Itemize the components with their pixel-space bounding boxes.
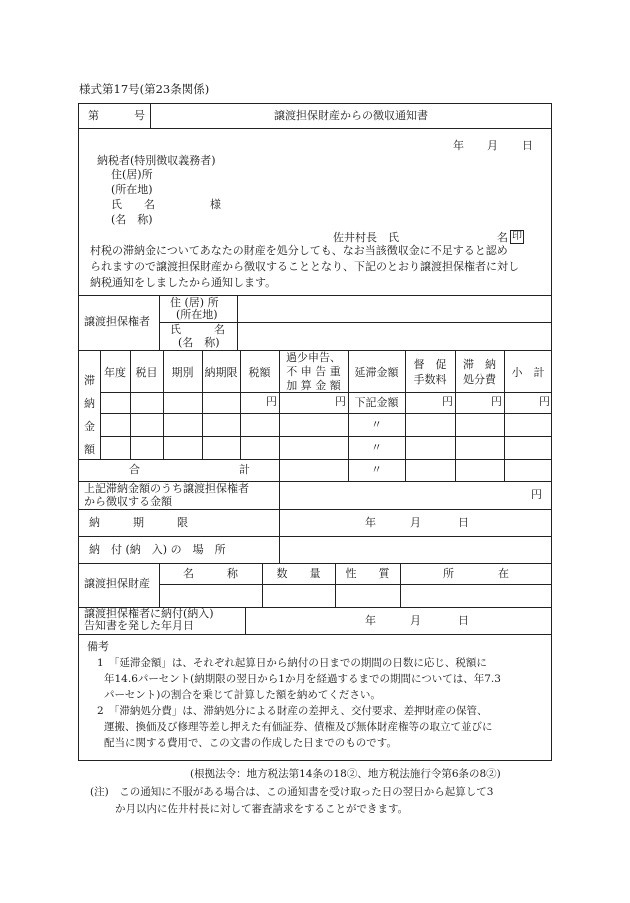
arrears-side-char: 納 bbox=[84, 397, 95, 410]
note-line-2: か月以内に佐井村長に対して審査請求をすることができます。 bbox=[115, 803, 409, 815]
arrears-side-char: 滞 bbox=[84, 374, 95, 387]
issuer-title: 佐井村長 氏 bbox=[333, 231, 399, 244]
property-col-nature: 性 質 bbox=[345, 567, 390, 580]
remarks-line: パーセント)の割合を乗じて計算した額を納めてください。 bbox=[104, 689, 381, 701]
col-header-period: 期別 bbox=[171, 366, 194, 379]
notice-date-year: 年 bbox=[365, 614, 376, 627]
deadline-month: 月 bbox=[410, 516, 421, 529]
notice-number-suffix: 号 bbox=[134, 109, 145, 122]
total-label: 合 計 bbox=[129, 463, 250, 476]
deadline-day: 日 bbox=[458, 516, 469, 529]
divider bbox=[279, 509, 280, 536]
remarks-line: 2 「滞納処分費」は、滞納処分による財産の差押え、交付要求、差押財産の保管、 bbox=[97, 705, 488, 717]
holder-name-label: 氏 名 bbox=[170, 323, 225, 336]
yen-unit: 円 bbox=[491, 395, 502, 408]
yen-unit: 円 bbox=[266, 395, 277, 408]
body-line-3: 納税通知をしましたから通知します。 bbox=[90, 276, 277, 289]
delinquency-below-amount: 下記金額 bbox=[354, 396, 399, 409]
arrears-side-char: 金 bbox=[84, 420, 95, 433]
divider bbox=[245, 607, 246, 634]
legal-basis: (根拠法令：地方税法第14条の18②、地方税法施行令第6条の8②) bbox=[190, 768, 501, 780]
col-header-tax-item: 税目 bbox=[135, 366, 158, 379]
yen-unit: 円 bbox=[442, 395, 453, 408]
col-header-disposition-cost: 滞 納 処分費 bbox=[463, 358, 496, 386]
deadline-year: 年 bbox=[365, 516, 376, 529]
col-header-subtotal: 小 計 bbox=[511, 366, 545, 379]
location-label: (所在地) bbox=[111, 183, 153, 196]
name-sub-label: (名 称) bbox=[111, 213, 153, 226]
date-day: 日 bbox=[522, 139, 533, 152]
arrears-side-char: 額 bbox=[84, 443, 95, 456]
name-label: 氏 名 様 bbox=[111, 198, 221, 211]
remarks-line: 1 「延滞金額」は、それぞれ起算日から納付の日までの期間の日数に応じ、税額に bbox=[97, 657, 487, 669]
notice-date-label-1: 譲渡担保権者に納付(納入) bbox=[84, 607, 214, 620]
body-line-2: られますので譲渡担保財産から徴収することとなり、下記のとおり譲渡担保権者に対し bbox=[90, 260, 519, 273]
divider bbox=[78, 459, 552, 460]
divider bbox=[78, 634, 552, 635]
col-header-year: 年度 bbox=[104, 366, 126, 379]
notice-date-day: 日 bbox=[458, 614, 469, 627]
ditto-mark: 〃 bbox=[371, 441, 382, 454]
deadline-label: 納 期 限 bbox=[89, 516, 188, 529]
remarks-line: 配当に関する費用で、この文書の作成した日までのものです。 bbox=[104, 737, 397, 749]
col-header-reminder-fee: 督 促 手数料 bbox=[413, 358, 447, 386]
divider bbox=[159, 584, 552, 585]
yen-unit: 円 bbox=[539, 395, 550, 408]
date-month: 月 bbox=[487, 139, 498, 152]
ditto-mark: 〃 bbox=[371, 418, 382, 431]
notice-date-label-2: 告知書を発した年月日 bbox=[84, 619, 194, 632]
col-header-tax-amount: 税額 bbox=[248, 366, 271, 379]
remarks-title: 備考 bbox=[87, 640, 109, 653]
property-col-name: 名 称 bbox=[183, 567, 238, 580]
holder-name-sub: (名 称) bbox=[178, 336, 220, 349]
col-header-delinquency: 延滞金額 bbox=[354, 366, 399, 379]
collect-amount-label-2: から徴収する金額 bbox=[84, 495, 172, 508]
yen-unit: 円 bbox=[335, 395, 346, 408]
note-line-1: (注) この通知に不服がある場合は、この通知書を受け取った日の翌日から起算して3 bbox=[90, 786, 494, 798]
document-title: 譲渡担保財産からの徴収通知書 bbox=[274, 109, 428, 122]
property-col-quantity: 数 量 bbox=[276, 567, 321, 580]
issuer-name-suffix: 名 bbox=[497, 231, 508, 244]
holder-address-label: 住 (居) 所 bbox=[170, 296, 219, 309]
taxpayer-label: 納税者(特別徴収義務者) bbox=[97, 154, 216, 167]
notice-date-month: 月 bbox=[410, 614, 421, 627]
col-header-due-date: 納期限 bbox=[204, 366, 238, 379]
form-number-label: 様式第17号(第23条関係) bbox=[79, 82, 210, 96]
body-line-1: 村税の滞納金についてあなたの財産を処分しても、なお当該徴収金に不足すると認め bbox=[90, 244, 508, 257]
official-seal bbox=[510, 230, 524, 244]
divider bbox=[279, 536, 280, 563]
property-col-location: 所 在 bbox=[443, 567, 509, 580]
divider bbox=[100, 413, 552, 414]
seal-mark: 印 bbox=[512, 231, 522, 242]
divider bbox=[78, 536, 552, 537]
divider bbox=[100, 436, 552, 437]
remarks-line: 運搬、換価及び修理等差し押えた有価証券、債権及び無体財産権等の取立て並びに bbox=[104, 721, 493, 733]
divider bbox=[78, 563, 552, 564]
col-header-penalty: 過少申告、 不 申 告 重 加 算 金 額 bbox=[286, 351, 341, 392]
divider bbox=[78, 128, 552, 129]
payment-place-label: 納 付 (納 入) の 場 所 bbox=[89, 543, 226, 556]
holder-label: 譲渡担保権者 bbox=[84, 315, 150, 328]
date-year: 年 bbox=[453, 139, 464, 152]
address-label: 住(居)所 bbox=[111, 168, 153, 181]
property-label: 譲渡担保財産 bbox=[84, 577, 150, 590]
total-ditto-mark: 〃 bbox=[371, 463, 382, 476]
divider bbox=[78, 295, 552, 296]
notice-number-prefix: 第 bbox=[88, 109, 99, 122]
remarks-line: 年14.6パーセント(納期限の翌日から1か月を経過するまでの期間については、年7.3 bbox=[104, 673, 501, 685]
collect-amount-label-1: 上記滞納金額のうち譲渡担保権者 bbox=[84, 482, 249, 495]
divider bbox=[78, 509, 552, 510]
holder-location-label: (所在地) bbox=[176, 308, 218, 321]
collect-amount-yen: 円 bbox=[531, 488, 542, 501]
